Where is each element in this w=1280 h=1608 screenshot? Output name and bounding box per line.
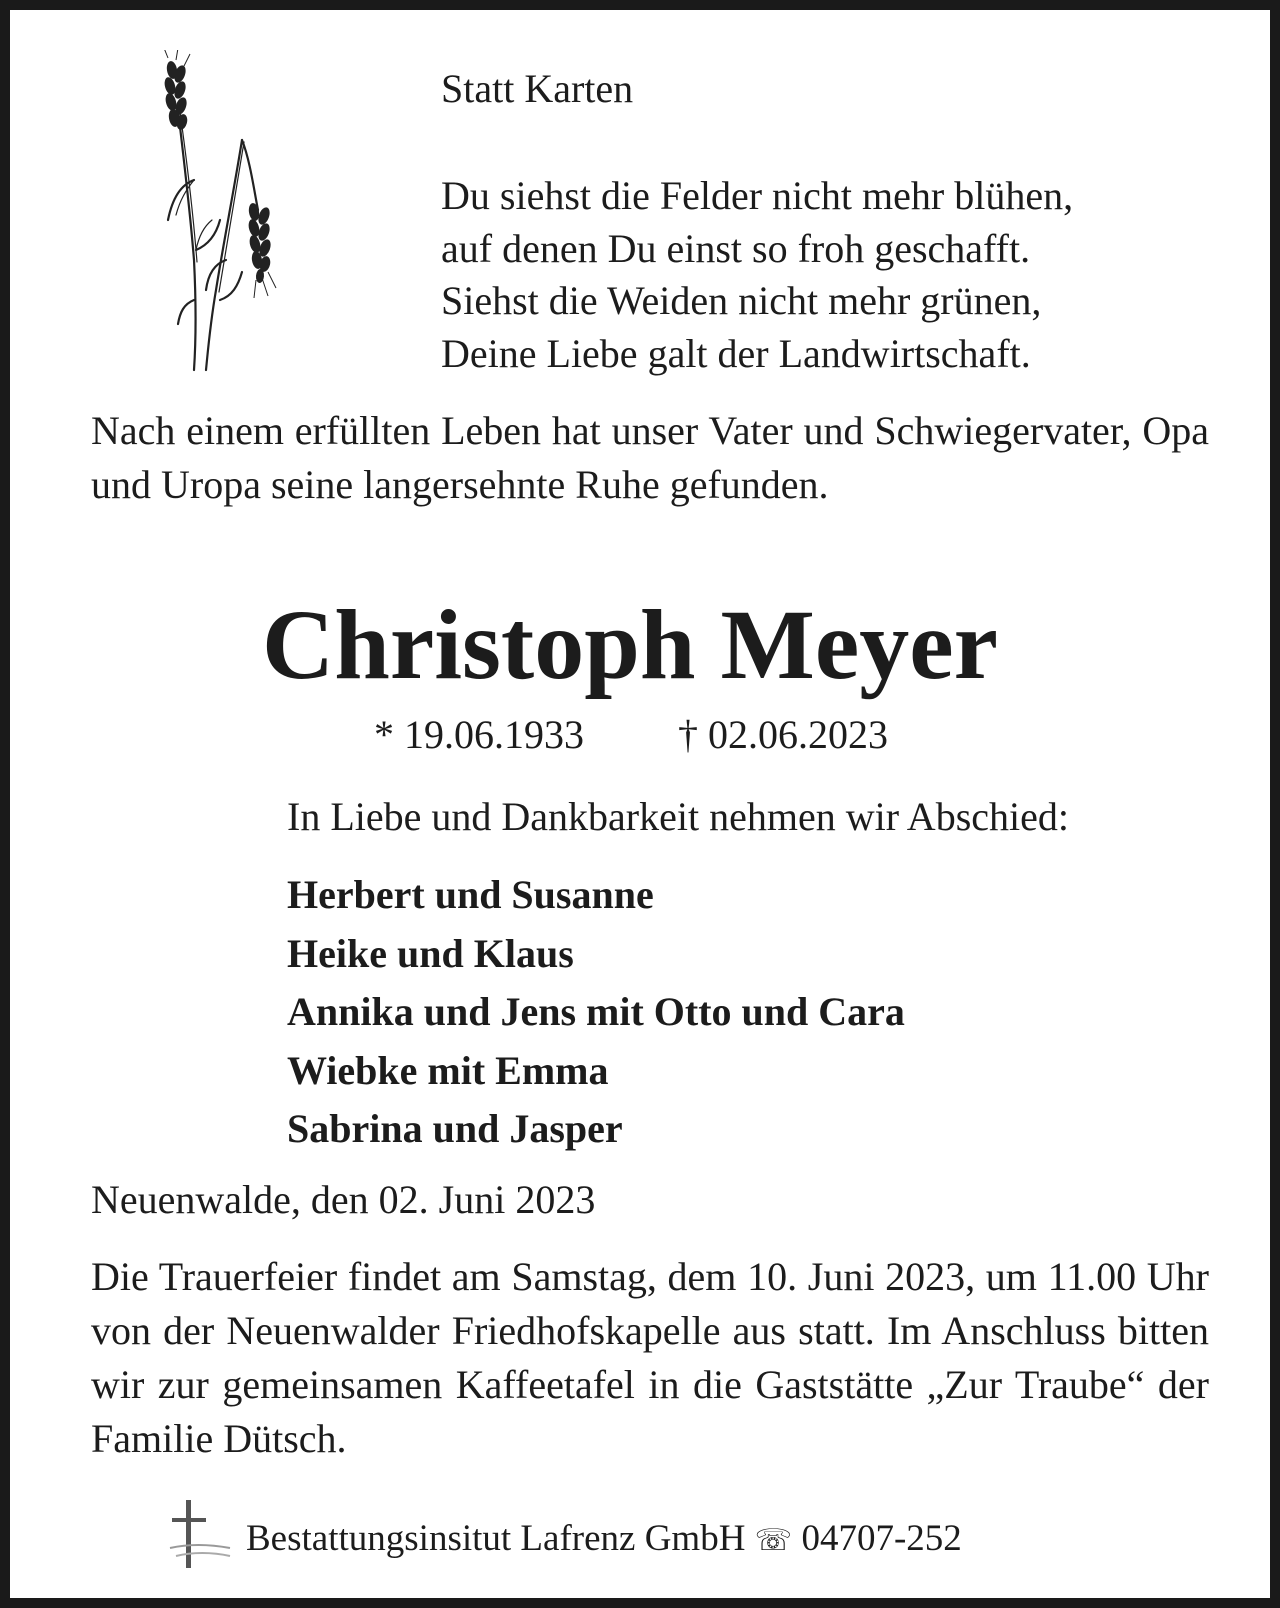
service-paragraph: Die Trauerfeier findet am Samstag, dem 10. Juni 2023, um 11.00 Uhr von der Neuenwalder Friedhofskapelle aus statt. Im Anschluss bitten wir zur gemeinsamen Kaffeetafel in die Gaststätte „Zur Traube“ der Familie Dütsch. (91, 1254, 1209, 1461)
undertaker-info (246, 1516, 962, 1564)
poem (441, 170, 1073, 380)
wheat-icon (150, 50, 290, 380)
family-member: Sabrina und Jasper (287, 1106, 623, 1151)
deceased-name-text: Christoph Meyer (262, 589, 998, 700)
farewell-line: In Liebe und Dankbarkeit nehmen wir Abschied: (287, 794, 1069, 839)
phone-icon: ☏ (754, 1523, 793, 1558)
family-member: Annika und Jens mit Otto und Cara (287, 989, 905, 1034)
poem-line: Deine Liebe galt der Landwirtschaft. (441, 330, 1031, 376)
undertaker-phone: 04707-252 (801, 1518, 962, 1559)
statt-karten-label: Statt Karten (441, 66, 634, 111)
death-date: † 02.06.2023 (678, 712, 888, 757)
cross-icon (168, 1500, 232, 1570)
poem-line: Siehst die Weiden nicht mehr grünen, (441, 278, 1042, 323)
birth-date: * 19.06.1933 (374, 712, 584, 757)
poem-line: auf denen Du einst so froh geschafft. (441, 225, 1031, 271)
poem-line: Du siehst die Felder nicht mehr blühen, (441, 173, 1074, 218)
family-member: Herbert und Susanne (287, 872, 654, 917)
undertaker-name: Bestattungsinsitut Lafrenz GmbH (246, 1518, 746, 1559)
place-date: Neuenwalde, den 02. Juni 2023 (91, 1177, 596, 1222)
deceased-name (10, 590, 1280, 700)
intro-paragraph: Nach einem erfüllten Leben hat unser Vater und Schwiegervater, Opa und Uropa seine langersehnte Ruhe gefunden. (91, 408, 1209, 507)
family-list (287, 866, 905, 1159)
family-member: Heike und Klaus (287, 930, 574, 976)
family-member: Wiebke mit Emma (287, 1047, 609, 1093)
